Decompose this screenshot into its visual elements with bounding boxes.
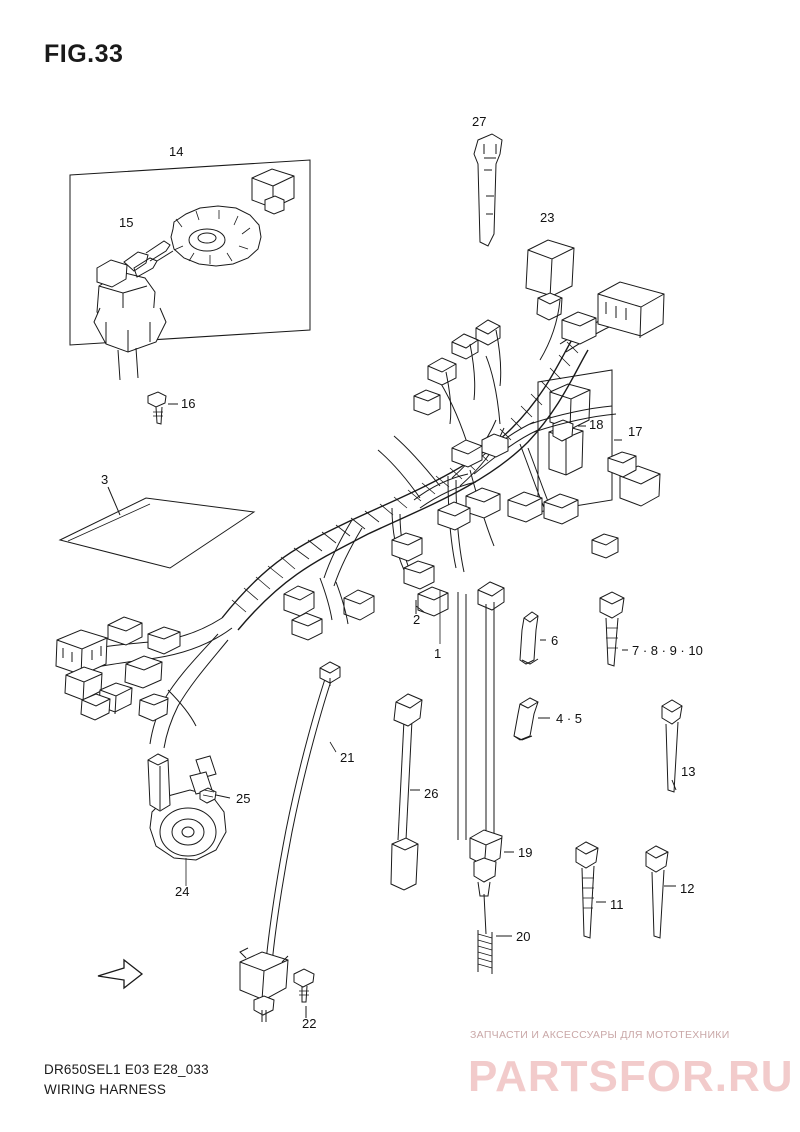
part-22-screw <box>294 969 314 1018</box>
figure-title: FIG.33 <box>44 40 124 68</box>
part-11-cable-tie <box>576 842 606 938</box>
part-23-relay <box>526 240 574 320</box>
part-lock-ring <box>171 206 261 266</box>
watermark-logo: PARTSFOR.RU <box>468 1052 794 1101</box>
part-26-lead <box>391 694 422 890</box>
footer-figure-name: WIRING HARNESS <box>44 1082 167 1097</box>
part-12-cable-tie <box>646 846 676 938</box>
part-22-regulator <box>240 948 314 1022</box>
callout-16: 16 <box>181 396 196 411</box>
callout-26: 26 <box>424 786 439 801</box>
callout-3: 3 <box>101 472 109 487</box>
part-13-cable-tie <box>662 700 682 792</box>
part-6-clamp <box>520 612 546 664</box>
callout-20: 20 <box>516 929 531 944</box>
part-1-main-wiring-harness <box>56 282 664 748</box>
callout-6: 6 <box>551 633 559 648</box>
part-group-17-18-relay-box <box>538 370 622 512</box>
part-16-screw <box>148 392 178 424</box>
callout-24: 24 <box>175 884 190 899</box>
callout-27: 27 <box>472 114 487 129</box>
part-lower-branch-connectors <box>284 578 374 640</box>
part-7-8-9-10-band <box>600 592 628 666</box>
callout-23: 23 <box>540 210 555 225</box>
part-27-key-blank <box>474 134 502 246</box>
callout-7-8-9-10: 7 · 8 · 9 · 10 <box>632 643 703 658</box>
callout-21: 21 <box>340 750 355 765</box>
part-3-label-plate <box>60 487 254 568</box>
callout-4-5: 4 · 5 <box>556 711 583 726</box>
part-21-lead-wire <box>266 662 340 964</box>
callout-11: 11 <box>610 897 624 912</box>
callout-19: 19 <box>518 845 533 860</box>
callout-13: 13 <box>681 764 696 779</box>
part-left-connector-cluster <box>56 617 196 726</box>
callout-22: 22 <box>302 1016 317 1031</box>
callout-12: 12 <box>680 881 695 896</box>
part-group-14-ignition-set <box>70 160 310 424</box>
part-15-ignition-switch <box>94 241 173 380</box>
callout-2: 2 <box>413 612 421 627</box>
part-4-5-clamp <box>514 698 550 740</box>
footer-model-code: DR650SEL1 E03 E28_033 <box>44 1062 209 1077</box>
callout-18: 18 <box>589 417 604 432</box>
part-19-sensor <box>458 582 514 896</box>
callout-14: 14 <box>169 144 184 159</box>
part-connector-block <box>252 169 294 214</box>
part-upper-right-connectors <box>414 282 664 558</box>
callout-17: 17 <box>628 424 643 439</box>
watermark-text: ЗАПЧАСТИ И АКСЕССУАРЫ ДЛЯ МОТОТЕХНИКИ <box>470 1029 730 1041</box>
callout-25: 25 <box>236 791 251 806</box>
fwd-arrow <box>98 960 142 988</box>
part-24-horn <box>148 754 230 886</box>
part-20-spring <box>478 894 512 974</box>
callout-1: 1 <box>434 646 442 661</box>
callout-15: 15 <box>119 215 134 230</box>
